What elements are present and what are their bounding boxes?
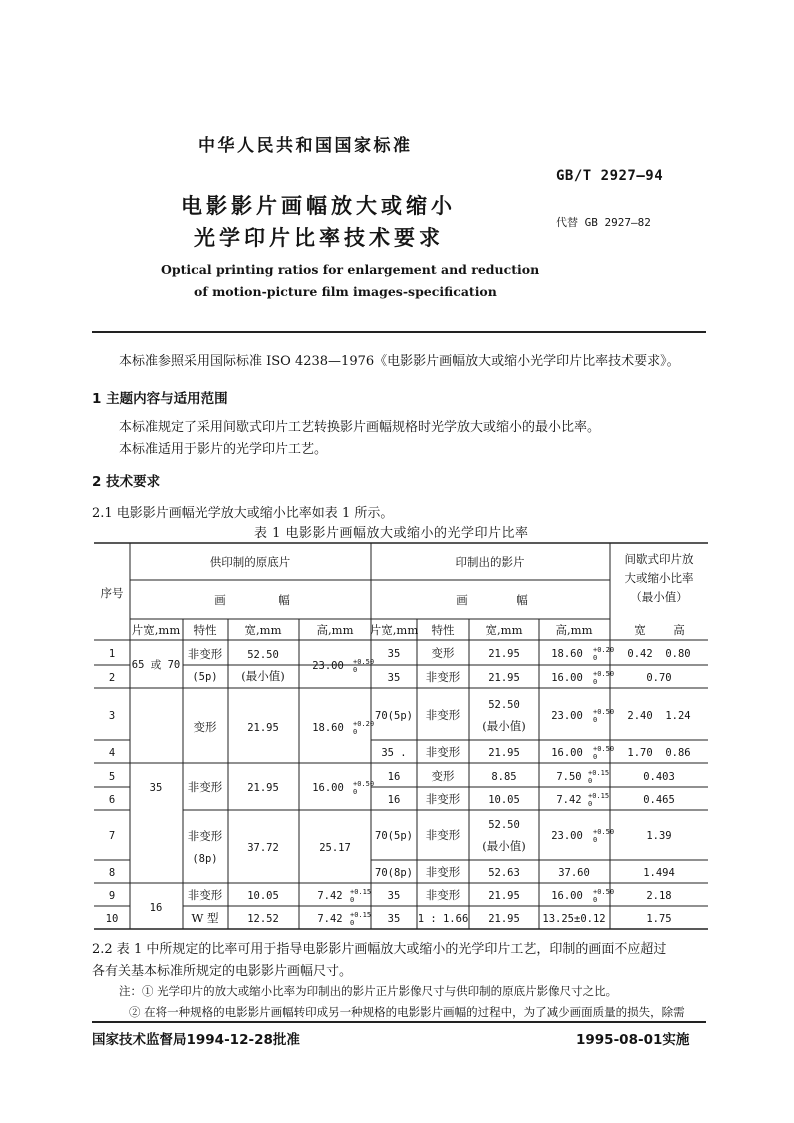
source-width-65-70: 65 或 70	[131, 659, 181, 671]
header-source-film: 供印制的原底片	[209, 555, 291, 569]
header-printed-frame-right: 幅	[516, 593, 528, 607]
printed-feature-cell: 非变形	[425, 708, 461, 722]
source-w-min: (最小值)	[241, 669, 285, 683]
issuing-body-title: 中华人民共和国国家标准	[198, 136, 413, 156]
header-printed-w: 宽,mm	[485, 623, 523, 637]
seq-cell: 9	[108, 890, 116, 902]
tolerance-upper: +0.50	[593, 670, 615, 678]
seq-cell: 7	[108, 830, 116, 842]
tolerance-upper: +0.20	[353, 720, 375, 728]
clause-2-2-line-1: 2.2 表 1 中所规定的比率可用于指导电影影片画幅放大或缩小的光学印片工艺，印制的画面不应超过	[92, 942, 667, 957]
clause-2-1: 2.1 电影影片画幅光学放大或缩小比率如表 1 所示。	[92, 506, 394, 521]
english-title-line-2: of motion-picture film images-specification	[194, 284, 497, 299]
seq-cell: 10	[105, 913, 119, 925]
header-source-frame-right: 幅	[278, 593, 290, 607]
printed-w-cell: 52.50	[488, 819, 520, 831]
header-printed-frame-left: 画	[456, 593, 468, 607]
printed-w-cell: 52.63	[488, 867, 520, 879]
printed-h-cell: 23.00	[551, 710, 583, 722]
printed-w-cell: 8.85	[491, 771, 517, 783]
printed-w-cell: 21.95	[488, 648, 520, 660]
tolerance-lower: 0	[353, 788, 358, 796]
intro-paragraph: 本标准参照采用国际标准 ISO 4238—1976《电影影片画幅放大或缩小光学印片比率技术要求》。	[119, 354, 680, 369]
seq-cell: 6	[108, 794, 116, 806]
source-h-23-00: 23.00	[312, 660, 344, 672]
header-printed-feature: 特性	[431, 623, 455, 637]
note-2: ② 在将一种规格的电影影片画幅转印成另一种规格的电影影片画幅的过程中，为了减少画面质量的损失，除需	[129, 1005, 685, 1019]
ratio-cell: 2.18	[646, 890, 672, 902]
section-1-paragraph-1: 本标准规定了采用间歇式印片工艺转换影片画幅规格时光学放大或缩小的最小比率。	[119, 420, 601, 435]
note-1: 注：① 光学印片的放大或缩小比率为印制出的影片正片影像尺寸与供印制的原底片影像尺寸之比。	[119, 984, 618, 998]
printed-feature-cell: 1 : 1.66	[417, 913, 469, 925]
tolerance-lower: 0	[588, 800, 593, 808]
printed-feature-cell: 非变形	[425, 865, 461, 879]
seq-cell: 4	[108, 747, 116, 759]
tolerance-upper: +0.50	[593, 828, 615, 836]
printed-width-cell: 16	[387, 794, 401, 806]
header-ratio-line-3: （最小值）	[630, 590, 688, 604]
tolerance-upper: +0.15	[350, 888, 372, 896]
printed-w-min-cell: (最小值)	[482, 839, 526, 853]
source-feature-anamorphic: 变形	[193, 720, 217, 734]
tolerance-upper: +0.15	[350, 911, 372, 919]
source-h-7-42: 7.42	[317, 890, 343, 902]
seq-cell: 3	[108, 710, 116, 722]
printed-w-cell: 21.95	[488, 747, 520, 759]
source-feature-non-anamorphic: 非变形	[187, 780, 223, 794]
ratio-cell: 2.40 1.24	[627, 710, 691, 722]
header-ratio-h: 高	[673, 623, 685, 637]
header-source-frame-left: 画	[214, 593, 226, 607]
header-ratio-line-1: 间歇式印片放	[624, 552, 694, 566]
standard-number: GB/T 2927—94	[556, 168, 664, 184]
approval-info: 国家技术监督局1994-12-28批准	[92, 1032, 300, 1048]
source-h-18-60: 18.60	[312, 722, 344, 734]
tolerance-upper: +0.20	[593, 646, 615, 654]
source-feature-non-anamorphic: 非变形	[187, 829, 223, 843]
source-w-52-50: 52.50	[247, 649, 279, 661]
source-h-25-17: 25.17	[319, 842, 351, 854]
tolerance-upper: +0.15	[588, 769, 610, 777]
printed-width-cell: 70(5p)	[375, 710, 413, 722]
section-1-heading: 1 主题内容与适用范围	[92, 391, 228, 407]
tolerance-upper: +0.50	[593, 708, 615, 716]
tolerance-lower: 0	[353, 666, 358, 674]
tolerance-lower: 0	[593, 836, 598, 844]
printed-feature-cell: 变形	[431, 646, 455, 660]
tolerance-lower: 0	[593, 678, 598, 686]
printed-h-cell: 16.00	[551, 747, 583, 759]
printed-width-cell: 35	[387, 648, 401, 660]
tolerance-lower: 0	[593, 896, 598, 904]
ratio-cell: 1.70 0.86	[627, 747, 691, 759]
tolerance-lower: 0	[350, 896, 355, 904]
header-source-h: 高,mm	[316, 623, 354, 637]
seq-cell: 2	[108, 672, 116, 684]
printed-w-cell: 21.95	[488, 913, 520, 925]
printed-w-cell: 21.95	[488, 890, 520, 902]
section-2-heading: 2 技术要求	[92, 474, 161, 490]
header-printed-h: 高,mm	[555, 623, 593, 637]
table-header	[101, 552, 694, 637]
header-printed-width: 片宽,mm	[369, 623, 419, 637]
source-w-37-72: 37.72	[247, 842, 279, 854]
header-source-feature: 特性	[193, 623, 217, 637]
ratio-cell: 0.465	[643, 794, 675, 806]
tolerance-upper: +0.15	[588, 792, 610, 800]
ratio-cell: 1.75	[646, 913, 672, 925]
printed-h-cell: 13.25±0.12	[542, 913, 606, 925]
printed-h-cell: 37.60	[558, 867, 590, 879]
seq-cell: 1	[108, 648, 116, 660]
source-w-21-95: 21.95	[247, 722, 279, 734]
printed-width-cell: 35 .	[381, 747, 407, 759]
printed-width-cell: 70(8p)	[375, 867, 413, 879]
printed-h-cell: 7.42	[556, 794, 582, 806]
tolerance-lower: 0	[353, 728, 358, 736]
effective-date: 1995-08-01实施	[576, 1032, 690, 1048]
chinese-title-line-1: 电影影片画幅放大或缩小	[181, 194, 456, 218]
ratio-cell: 0.70	[646, 672, 672, 684]
printed-w-cell: 10.05	[488, 794, 520, 806]
seq-cell: 5	[108, 771, 116, 783]
printed-w-cell: 21.95	[488, 672, 520, 684]
source-feature-5p: (5p)	[192, 671, 218, 683]
source-h-7-42: 7.42	[317, 913, 343, 925]
source-feature-8p: (8p)	[192, 853, 218, 865]
printed-width-cell: 16	[387, 771, 401, 783]
table-caption: 表 1 电影影片画幅放大或缩小的光学印片比率	[254, 526, 529, 541]
printed-feature-cell: 变形	[431, 769, 455, 783]
printed-h-cell: 16.00	[551, 672, 583, 684]
tolerance-upper: +0.50	[593, 745, 615, 753]
source-w-21-95: 21.95	[247, 782, 279, 794]
source-w-10-05: 10.05	[247, 890, 279, 902]
tolerance-upper: +0.50	[593, 888, 615, 896]
printed-h-cell: 18.60	[551, 648, 583, 660]
tolerance-lower: 0	[593, 753, 598, 761]
english-title-line-1: Optical printing ratios for enlargement and reduction	[161, 262, 540, 277]
source-feature-non-anamorphic: 非变形	[187, 647, 223, 661]
header-printed-film: 印制出的影片	[455, 555, 525, 569]
ratio-cell: 0.403	[643, 771, 675, 783]
chinese-title-line-2: 光学印片比率技术要求	[194, 226, 444, 250]
header-source-width: 片宽,mm	[131, 623, 181, 637]
replaces-standard: 代替 GB 2927—82	[556, 216, 651, 229]
seq-cell: 8	[108, 867, 116, 879]
header-ratio-line-2: 大或缩小比率	[624, 571, 694, 585]
ratio-cell: 1.494	[643, 867, 675, 879]
printed-h-cell: 23.00	[551, 830, 583, 842]
tolerance-upper: +0.50	[353, 780, 375, 788]
printed-feature-cell: 非变形	[425, 792, 461, 806]
tolerance-lower: 0	[588, 777, 593, 785]
printed-width-cell: 35	[387, 913, 401, 925]
ratio-cell: 0.42 0.80	[627, 648, 691, 660]
printed-feature-cell: 非变形	[425, 828, 461, 842]
tolerance-lower: 0	[350, 919, 355, 927]
source-w-12-52: 12.52	[247, 913, 279, 925]
clause-2-2-line-2: 各有关基本标准所规定的电影影片画幅尺寸。	[92, 964, 353, 979]
source-width-16: 16	[149, 902, 163, 914]
printed-width-cell: 70(5p)	[375, 830, 413, 842]
printed-feature-cell: 非变形	[425, 888, 461, 902]
printed-w-min-cell: (最小值)	[482, 719, 526, 733]
tolerance-lower: 0	[593, 716, 598, 724]
ratio-cell: 1.39	[646, 830, 672, 842]
printed-w-cell: 52.50	[488, 699, 520, 711]
tolerance-upper: +0.50	[353, 658, 375, 666]
printed-h-cell: 16.00	[551, 890, 583, 902]
header-seq: 序号	[100, 586, 124, 600]
source-h-16-00: 16.00	[312, 782, 344, 794]
source-film-columns	[132, 647, 374, 927]
header-source-w: 宽,mm	[244, 623, 282, 637]
printed-width-cell: 35	[387, 672, 401, 684]
source-width-35: 35	[149, 782, 163, 794]
section-1-paragraph-2: 本标准适用于影片的光学印片工艺。	[119, 442, 328, 457]
source-feature-w-type: W 型	[191, 911, 219, 925]
header-ratio-w: 宽	[634, 623, 646, 637]
printed-width-cell: 35	[387, 890, 401, 902]
printed-feature-cell: 非变形	[425, 745, 461, 759]
source-feature-non-anamorphic: 非变形	[187, 888, 223, 902]
footer-divider	[92, 1021, 706, 1023]
tolerance-lower: 0	[593, 654, 598, 662]
printed-feature-cell: 非变形	[425, 670, 461, 684]
printed-h-cell: 7.50	[556, 771, 582, 783]
